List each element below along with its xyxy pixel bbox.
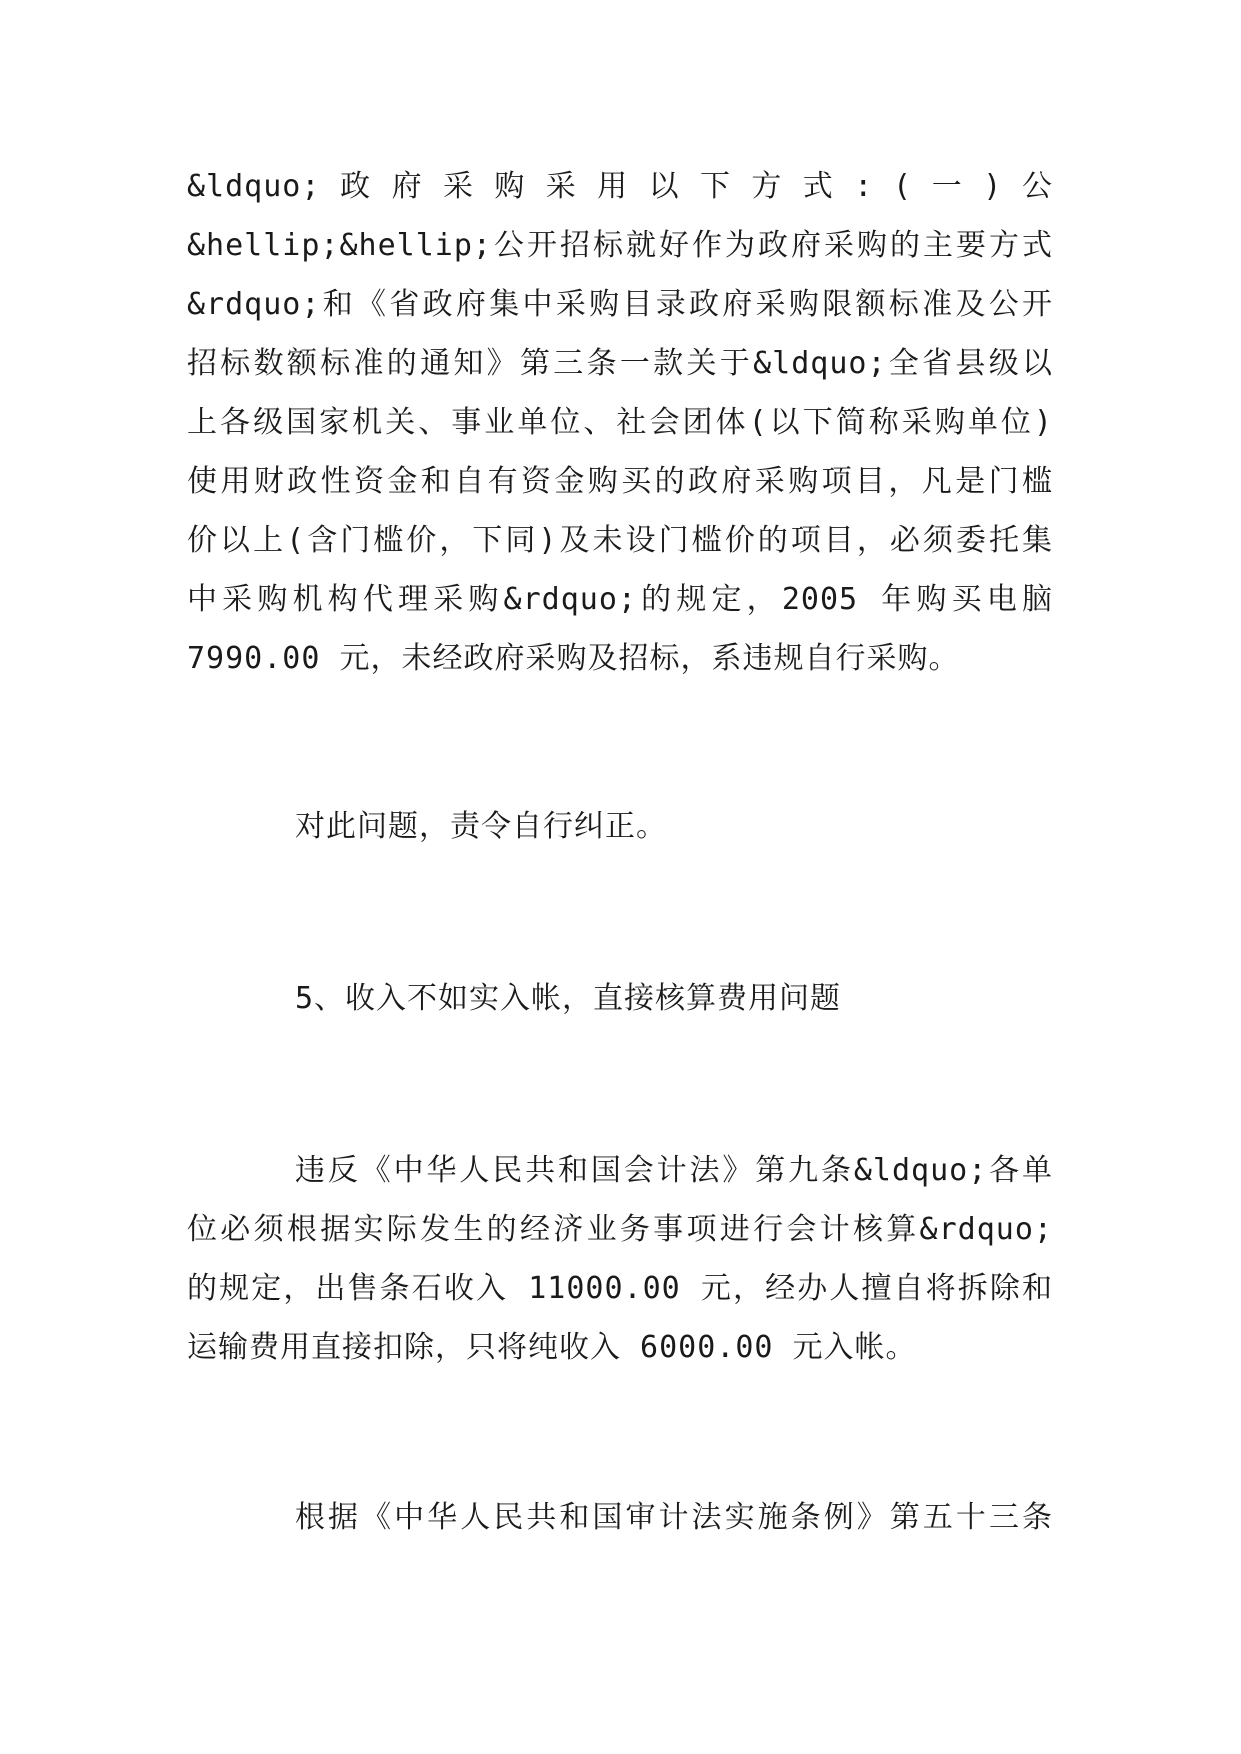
text-line: 运输费用直接扣除，只将纯收入 6000.00 元入帐。 xyxy=(187,1330,917,1365)
text-line: 的规定，出售条石收入 11000.00 元，经办人擅自将拆除和 xyxy=(187,1271,1053,1306)
text-line: 价以上(含门槛价，下同)及未设门槛价的项目，必须委托集 xyxy=(187,523,1053,558)
text-line: 中采购机构代理采购&rdquo;的规定，2005 年购买电脑 xyxy=(187,582,1053,617)
text-line: 根据《中华人民共和国审计法实施条例》第五十三条 xyxy=(295,1500,1053,1535)
text-line: 7990.00 元，未经政府采购及招标，系违规自行采购。 xyxy=(187,641,960,676)
text-line: &hellip;&hellip;公开招标就好作为政府采购的主要方式 xyxy=(187,228,1053,263)
text-line: &ldquo; 政 府 采 购 采 用 以 下 方 式 : ( 一 ) 公 xyxy=(187,169,1053,204)
paragraph-audit-law-basis xyxy=(187,1488,1053,1547)
text-line: 5、收入不如实入帐，直接核算费用问题 xyxy=(295,981,842,1016)
text-line: 对此问题，责令自行纠正。 xyxy=(295,809,667,844)
paragraph-correction-order xyxy=(187,797,1053,856)
text-line: 使用财政性资金和自有资金购买的政府采购项目，凡是门槛 xyxy=(187,464,1053,499)
text-line: 招标数额标准的通知》第三条一款关于&ldquo;全省县级以 xyxy=(187,346,1053,381)
paragraph-procurement-violation xyxy=(187,157,1053,688)
section-heading-income-issue xyxy=(187,969,1053,1028)
text-line: &rdquo;和《省政府集中采购目录政府采购限额标准及公开 xyxy=(187,287,1053,322)
text-line: 违反《中华人民共和国会计法》第九条&ldquo;各单 xyxy=(295,1153,1053,1188)
text-line: 上各级国家机关、事业单位、社会团体(以下简称采购单位) xyxy=(187,405,1053,440)
text-line: 位必须根据实际发生的经济业务事项进行会计核算&rdquo; xyxy=(187,1212,1053,1247)
paragraph-accounting-violation xyxy=(187,1141,1053,1377)
